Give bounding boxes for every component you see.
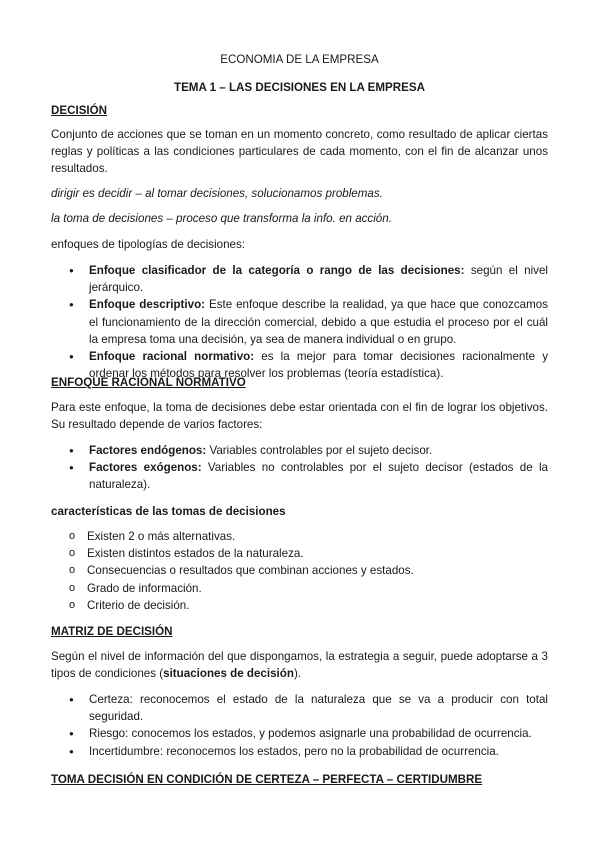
item-text: Riesgo: conocemos los estados, y podemos asignarle una probabilidad de ocurrencia. xyxy=(89,727,532,741)
paragraph-text: ). xyxy=(293,667,302,681)
approaches-intro: enfoques de tipologías de decisiones: xyxy=(51,238,246,251)
circle-bullet-icon: o xyxy=(69,581,76,594)
factors-list xyxy=(51,442,548,494)
italic-line-2: la toma de decisiones – proceso que transforma la info. en acción. xyxy=(51,212,392,225)
item-text: según el nivel jerárquico. xyxy=(89,264,548,295)
characteristics-list xyxy=(51,528,548,614)
heading-certeza: TOMA DECISIÓN EN CONDICIÓN DE CERTEZA – PERFECTA – CERTIDUMBRE xyxy=(51,773,483,786)
item-text: Certeza: reconocemos el estado de la naturaleza que se va a producir con total seguridad. xyxy=(89,693,548,724)
approaches-list xyxy=(51,262,548,382)
item-text: Este enfoque describe la realidad, ya que hace que conozcamos el funcionamiento de la dirección comercial, debido a que estudia el proceso por el cuál la empresa toma una decisión, ya sea de manera individual o en grupo. xyxy=(89,298,548,346)
list-item xyxy=(51,580,548,597)
document-title: TEMA 1 – LAS DECISIONES EN LA EMPRESA xyxy=(173,81,426,94)
list-item xyxy=(51,743,548,760)
characteristics-subheading: características de las tomas de decisiones xyxy=(51,505,286,518)
matriz-paragraph xyxy=(51,648,548,682)
item-text: Incertidumbre: reconocemos los estados, pero no la probabilidad de ocurrencia. xyxy=(89,744,499,758)
heading-decision: DECISIÓN xyxy=(51,104,108,117)
list-item xyxy=(51,528,548,545)
item-term: Enfoque clasificador de la categoría o rango de las decisiones: xyxy=(89,264,465,277)
list-item xyxy=(51,691,548,725)
list-item xyxy=(51,459,548,493)
item-text: Consecuencias o resultados que combinan acciones y estados. xyxy=(87,564,414,578)
item-text: Grado de información. xyxy=(87,581,202,595)
heading-enfoque-racional: ENFOQUE RACIONAL NORMATIVO xyxy=(51,376,246,389)
item-text: Criterio de decisión. xyxy=(87,598,190,612)
circle-bullet-icon: o xyxy=(69,564,76,577)
item-term: Enfoque racional normativo: xyxy=(89,350,255,364)
circle-bullet-icon: o xyxy=(69,547,76,560)
italic-line-1: dirigir es decidir – al tomar decisiones, solucionamos problemas. xyxy=(51,187,383,200)
conditions-list xyxy=(51,691,548,760)
definition-paragraph: Conjunto de acciones que se toman en un momento concreto, como resultado de aplicar ciertas reglas y políticas a las condiciones particulares de cada momento, con el fin de alcanzar unos resultados. xyxy=(51,128,548,176)
enfoque-paragraph: Para este enfoque, la toma de decisiones debe estar orientada con el fin de lograr los objetivos. Su resultado depende de varios factores: xyxy=(51,401,548,432)
item-term: Enfoque descriptivo: xyxy=(89,298,206,312)
list-item xyxy=(51,725,548,742)
item-text: Variables controlables por el sujeto decisor. xyxy=(206,444,433,457)
circle-bullet-icon: o xyxy=(69,530,76,542)
item-text: Existen 2 o más alternativas. xyxy=(87,530,236,543)
paragraph-emphasis: situaciones de decisión xyxy=(163,667,294,681)
list-item xyxy=(51,562,548,579)
item-text: es la mejor para tomar decisiones racionalmente y ordenar los métodos para resolver los problemas (teoría estadística). xyxy=(89,350,548,381)
list-item xyxy=(51,597,548,614)
heading-matriz: MATRIZ DE DECISIÓN xyxy=(51,625,173,638)
list-item xyxy=(51,442,548,459)
circle-bullet-icon: o xyxy=(69,598,76,611)
item-text: Variables no controlables por el sujeto decisor (estados de la naturaleza). xyxy=(89,461,549,492)
item-term: Factores exógenos: xyxy=(89,461,202,475)
list-item xyxy=(51,262,548,296)
item-term: Factores endógenos: xyxy=(89,444,207,457)
list-item xyxy=(51,296,548,348)
list-item xyxy=(51,545,548,562)
document-header: ECONOMIA DE LA EMPRESA xyxy=(220,53,379,66)
paragraph-text: Según el nivel de información del que dispongamos, la estrategia a seguir, puede adoptarse a 3 tipos de condiciones ( xyxy=(51,650,548,681)
item-text: Existen distintos estados de la naturaleza. xyxy=(87,547,304,561)
